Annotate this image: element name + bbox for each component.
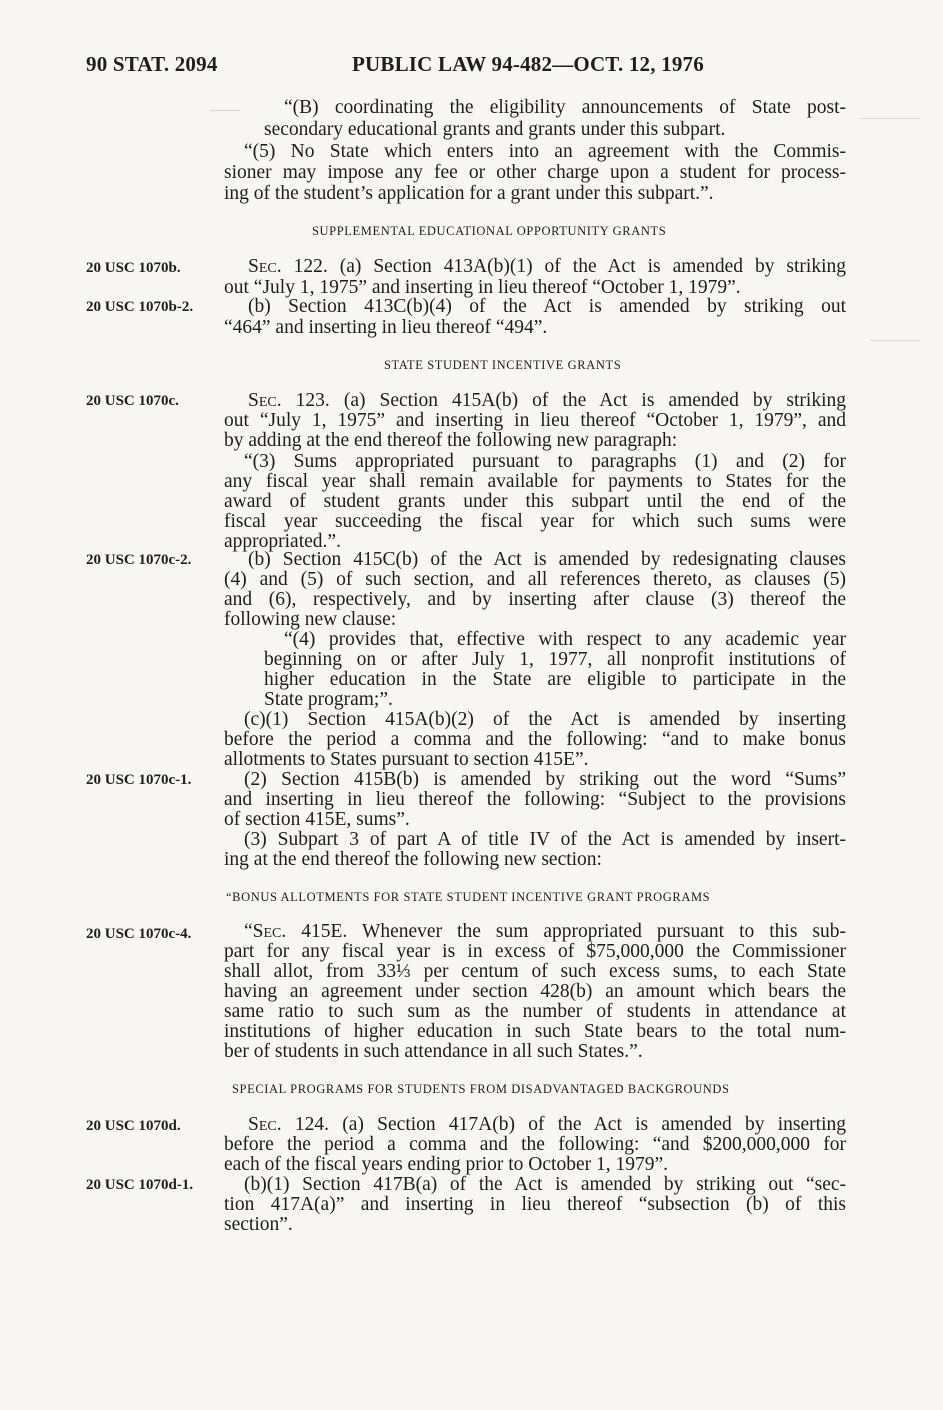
text-line: before the period a comma and the following: “and to make bonus [224, 729, 846, 750]
bleed-through-mark [870, 340, 920, 349]
margin-note: 20 USC 1070c-2. [86, 552, 192, 568]
margin-note: 20 USC 1070b-2. [86, 299, 194, 315]
text-line: of section 415E, sums”. [224, 809, 410, 830]
text-span: 124. (a) Section 417A(b) of the Act is amended by inserting [294, 1114, 847, 1135]
text-span: 122. (a) Section 413A(b)(1) of the Act is amended by striking [293, 256, 847, 277]
text-line: and inserting in lieu thereof the following: “Subject to the provisions [224, 789, 846, 810]
text-line: following new clause: [224, 609, 397, 630]
text-span: 123. (a) Section 415A(b) of the Act is amended by striking [295, 390, 847, 411]
text-line: sioner may impose any fee or other charge upon a student for process- [224, 162, 846, 183]
text-span: 415E. Whenever the sum appropriated pursuant to this sub- [301, 921, 846, 942]
text-line: State program;”. [264, 689, 393, 710]
text-line: before the period a comma and the following: “and $200,000,000 for [224, 1134, 846, 1155]
section-heading: SUPPLEMENTAL EDUCATIONAL OPPORTUNITY GRANTS [312, 224, 667, 238]
margin-note: 20 USC 1070c-4. [86, 926, 192, 942]
text-line: (2) Section 415B(b) is amended by striking out the word “Sums” [244, 769, 846, 790]
margin-note: 20 USC 1070d-1. [86, 1177, 194, 1193]
text-line: “(5) No State which enters into an agreement with the Commis- [244, 141, 846, 162]
text-line: out “July 1, 1975” and inserting in lieu thereof “October 1, 1979”, and [224, 410, 846, 431]
text-line: (4) and (5) of such section, and all references thereto, as clauses (5) [224, 569, 846, 590]
text-line: ber of students in such attendance in all such States.”. [224, 1041, 643, 1062]
bleed-through-mark [860, 118, 920, 127]
section-heading: SPECIAL PROGRAMS FOR STUDENTS FROM DISADVANTAGED BACKGROUNDS [232, 1082, 730, 1096]
page-title: PUBLIC LAW 94-482—OCT. 12, 1976 [352, 52, 704, 76]
text-line: “(3) Sums appropriated pursuant to paragraphs (1) and (2) for [244, 451, 846, 472]
text-line: award of student grants under this subpart until the end of the [224, 491, 846, 512]
text-line: (b) Section 413C(b)(4) of the Act is amended by striking out [248, 296, 846, 317]
text-line: each of the fiscal years ending prior to October 1, 1979”. [224, 1154, 669, 1175]
section-heading: STATE STUDENT INCENTIVE GRANTS [384, 358, 622, 372]
text-line: (b) Section 415C(b) of the Act is amended by redesignating clauses [248, 549, 846, 570]
text-line: (b)(1) Section 417B(a) of the Act is amended by striking out “sec- [244, 1174, 846, 1195]
text-line: having an agreement under section 428(b) an amount which bears the [224, 981, 846, 1002]
text-line: any fiscal year shall remain available for payments to States for the [224, 471, 846, 492]
text-line: ing of the student’s application for a grant under this subpart.”. [224, 183, 714, 204]
text-line: tion 417A(a)” and inserting in lieu thereof “subsection (b) of this [224, 1194, 846, 1215]
text-line: higher education in the State are eligible to participate in the [264, 669, 846, 690]
section-label: Sec. [248, 390, 282, 411]
section-label: Sec. [248, 256, 282, 277]
text-line: part for any fiscal year is in excess of $75,000,000 the Commissioner [224, 941, 846, 962]
text-line [248, 391, 846, 411]
margin-note: 20 USC 1070c-1. [86, 772, 192, 788]
section-label: “Sec. [244, 921, 287, 942]
margin-note: 20 USC 1070b. [86, 260, 181, 276]
margin-note: 20 USC 1070d. [86, 1118, 181, 1134]
text-line: fiscal year succeeding the fiscal year for which such sums were [224, 511, 846, 532]
bleed-through-mark [210, 110, 240, 119]
margin-note: 20 USC 1070c. [86, 393, 179, 409]
text-line: beginning on or after July 1, 1977, all nonprofit institutions of [264, 649, 846, 670]
text-line: and (6), respectively, and by inserting after clause (3) thereof the [224, 589, 846, 610]
text-line: secondary educational grants and grants under this subpart. [264, 119, 726, 140]
text-line: shall allot, from 33⅓ per centum of such excess sums, to each State [224, 961, 846, 982]
text-line [248, 257, 846, 277]
text-line: (3) Subpart 3 of part A of title IV of the Act is amended by insert- [244, 829, 846, 850]
text-line: same ratio to such sum as the number of students in attendance at [224, 1001, 846, 1022]
text-line: section”. [224, 1214, 293, 1235]
text-line: “(4) provides that, effective with respect to any academic year [284, 629, 846, 650]
text-line: (c)(1) Section 415A(b)(2) of the Act is amended by inserting [244, 709, 846, 730]
text-line: “464” and inserting in lieu thereof “494”. [224, 317, 548, 338]
text-line [244, 922, 846, 942]
text-line: allotments to States pursuant to section 415E”. [224, 749, 589, 770]
text-line: institutions of higher education in such State bears to the total num- [224, 1021, 846, 1042]
text-line [248, 1115, 846, 1135]
stat-page-number: 90 STAT. 2094 [86, 52, 218, 76]
section-label: Sec. [248, 1114, 282, 1135]
text-line: appropriated.”. [224, 531, 341, 552]
text-line: out “July 1, 1975” and inserting in lieu thereof “October 1, 1979”. [224, 277, 741, 298]
text-line: ing at the end thereof the following new section: [224, 849, 602, 870]
text-line: by adding at the end thereof the following new paragraph: [224, 430, 678, 451]
text-line: “(B) coordinating the eligibility announcements of State post- [284, 97, 846, 118]
section-heading: “BONUS ALLOTMENTS FOR STATE STUDENT INCENTIVE GRANT PROGRAMS [226, 890, 711, 904]
